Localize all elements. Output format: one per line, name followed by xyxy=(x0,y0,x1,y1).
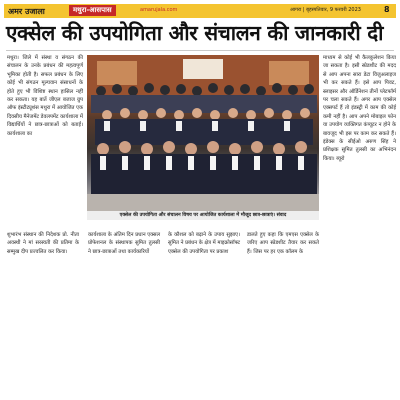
page-number: 8 xyxy=(384,5,390,14)
website-label: amarujala.com xyxy=(140,7,178,13)
article-column-right xyxy=(323,54,396,354)
article-text: शुभारंभ संस्थान की निदेशक प्रो. नीता अवस्थी ने मां सरस्वती की प्रतिमा के सम्मुख दीप प्रज्वलित कर किया। xyxy=(7,232,79,255)
edition-date: आगरा | बृहस्पतिवार, 9 फरवरी 2023 xyxy=(290,7,361,13)
article-text: मथुरा। जिले में संस्था व संगठन की संचालन के उनके प्रबंधन की महत्वपूर्ण भूमिका होती है। सफल प्रबंधन के लिए कोई भी संगठन मूल्यवान संसाधनों के होते हुए भी विशिष्ट स्थान हासिल नहीं कर सकता। यह बातें जीएल बजाज ग्रुप ऑफ इंस्टीट्यूशंस मथुरा में आयोजित एक दिवसीय मैनेजमेंट डेवलपमेंट कार्यशाला में विद्यार्थियों ने छात्र-छात्राओं को बताईं। कार्यशाला का xyxy=(7,55,84,137)
article-text: कार्यशाला के अंतिम दिन प्रधान एक्सल प्रोफेशनल के संस्थापक सुमित तुलसी ने छात्र-छात्राओं तथा कार्यकारियों xyxy=(88,232,160,255)
headline-divider xyxy=(6,50,394,51)
section-tag: मथुरा-आसपास xyxy=(69,5,116,16)
article-column-bottom-3 xyxy=(168,231,240,351)
article-column-bottom-2 xyxy=(88,231,160,351)
article-column-left xyxy=(7,54,83,224)
article-column-bottom-1 xyxy=(7,231,79,351)
article-text: के कौशल को बढ़ाने के उपाय सुझाए। सुमित ने प्रबंधन के क्षेत्र में माइक्रोसॉफ्ट एक्सेल की उपयोगिता पर प्रकाश xyxy=(168,232,240,255)
group-photo-image xyxy=(87,55,319,211)
article-headline: एक्सेल की उपयोगिता और संचालन की जानकारी दी xyxy=(6,21,384,45)
newspaper-logo: अमर उजाला xyxy=(8,7,45,16)
group-photo xyxy=(87,55,319,211)
article-text: डालते हुए कहा कि एमएस एक्सेल के जरिए आप स्प्रेडशीट तैयार कर सकते हैं। जिस पर हर एक कॉलम के xyxy=(247,232,319,255)
photo-caption: एक्सेल की उपयोगिता और संचालन विषय पर आयोजित कार्यशाला में मौजूद छात्र-छात्राएं। संवाद xyxy=(87,211,319,220)
article-text: माध्यम से कोई भी कैलकुलेशन किया जा सकता है। इसी स्प्रेडशीट की मदद से आप अपना सारा डेटा विजुअलाइज भी कर सकते हैं। इसे आप पिवट, स्लाइसर और ऑर्डिनेशन तीनों प्लेटफॉर्म पर चला सकते हैं। अगर आप एक्सेल एक्सपर्ट हैं तो इंडस्ट्री में काम की कोई कमी नहीं है। आप अपने मोबाइल फोन या उपयोग व्यक्तिगत कंप्यूटर न होने के बावजूद भी इस पर काम कर सकते हैं। इंडेक्स के सीईओ अरुण सिंह ने प्रशिक्षक सुमित तुलसी का अभिनंदन किया। ब्यूरो xyxy=(323,55,396,162)
article-column-bottom-4 xyxy=(247,231,319,351)
